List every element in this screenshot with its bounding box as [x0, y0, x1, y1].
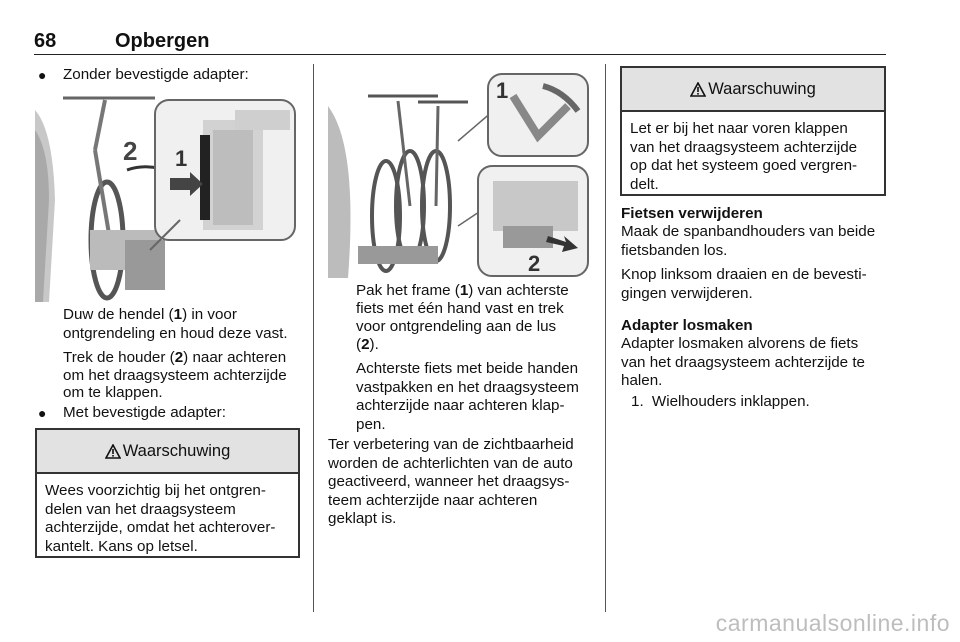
page-number: 68 [34, 30, 57, 52]
warning-header [37, 430, 298, 474]
warning-triangle-icon [690, 82, 706, 97]
paragraph-1-line-2: ontgrendeling en houd deze vast. [63, 325, 288, 342]
figure-bike-carrier-lever [35, 90, 297, 302]
paragraph-1: Duw de hendel (1) in voor [63, 306, 237, 323]
page-title: Opbergen [115, 30, 210, 52]
col2-paragraph-2: Achterste fiets met beide handen vastpakken en het draagsysteem achterzijde naar achteren klap- pen. [356, 360, 579, 433]
warning-header [622, 68, 884, 112]
callout-2: 2 [528, 251, 541, 276]
warning-body: Let er bij het naar voren klappen van het draagsysteem achterzijde op dat het systeem goed vergren- delt. [630, 120, 858, 193]
section-1-paragraph: Knop linksom draaien en de bevesti- gingen verwijderen. [621, 266, 867, 302]
col2-paragraph-3: Ter verbetering van de zichtbaarheid worden de achterlichten van de auto geactiveerd, wanneer het draagsys- teem achterzijde naar achteren geklapt is. [328, 436, 574, 528]
step-number: 1. [631, 393, 644, 410]
watermark: carmanualsonline.info [715, 610, 950, 636]
col2-paragraph-1-line-4: (2). [356, 336, 379, 353]
paragraph-2: Trek de houder (2) naar achteren [63, 349, 287, 366]
column-divider-1 [313, 64, 314, 612]
callout-1: 1 [175, 146, 188, 171]
col2-paragraph-1-line-3: voor ontgrendeling aan de lus [356, 318, 557, 335]
step-item [631, 393, 810, 412]
bullet-text-1: Zonder bevestigde adapter: [63, 66, 249, 83]
step-text: Wielhouders inklappen. [651, 393, 810, 410]
page-header [34, 30, 886, 55]
warning-box-2 [620, 66, 886, 196]
bullet-text-2: Met bevestigde adapter: [63, 404, 226, 421]
col2-paragraph-1-line-1: Pak het frame (1) van achterste [356, 282, 569, 299]
warning-body: Wees voorzichtig bij het ontgren- delen van het draagsysteem achterzijde, omdat het achterover- kantelt. Kans op letsel. [45, 482, 276, 555]
section-heading-2: Adapter losmaken [621, 317, 753, 334]
section-1-text: Maak de spanbandhouders van beide fietsbanden los. [621, 223, 876, 259]
warning-title: Waarschuwing [122, 441, 231, 460]
warning-triangle-icon [105, 444, 121, 459]
warning-box-1 [35, 428, 300, 558]
bullet-dot: ● [38, 67, 47, 83]
warning-title: Waarschuwing [708, 79, 816, 98]
section-2-text: Adapter losmaken alvorens de fiets van het draagsysteem achterzijde te halen. [621, 335, 865, 390]
figure-bike-carrier-frame [328, 66, 590, 278]
paragraph-2-line-2: om het draagsysteem achterzijde [63, 367, 287, 384]
col2-paragraph-1-line-2: fiets met één hand vast en trek [356, 300, 564, 317]
section-heading-1: Fietsen verwijderen [621, 205, 763, 222]
bullet-dot: ● [38, 405, 47, 421]
callout-2: 2 [123, 136, 138, 166]
column-divider-2 [605, 64, 606, 612]
callout-1: 1 [496, 78, 509, 103]
paragraph-2-line-3: om te klappen. [63, 384, 163, 401]
